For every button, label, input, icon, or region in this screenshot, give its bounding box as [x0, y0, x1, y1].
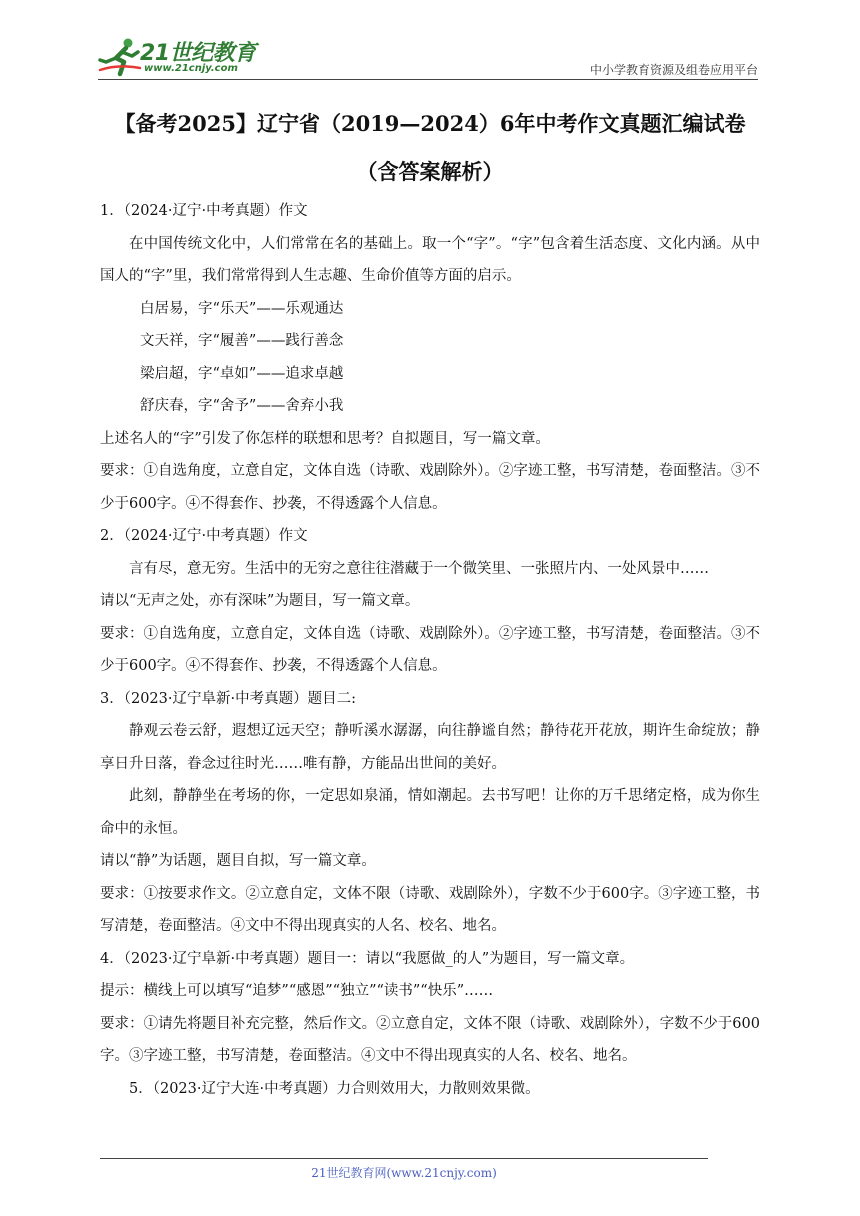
logo-url: www.21cnjy.com: [144, 63, 238, 74]
platform-label: 中小学教育资源及组卷应用平台: [589, 63, 758, 77]
document-body: [100, 195, 760, 1105]
logo: [98, 36, 268, 78]
logo-text: 21世纪教育: [140, 41, 256, 66]
question-1-prompt: 上述名人的“字”引发了你怎样的联想和思考？自拟题目，写一篇文章。: [100, 430, 550, 447]
question-5-head: 5．（2023·辽宁大连·中考真题）力合则效用大，力散则效果微。: [129, 1080, 540, 1097]
question-4-head: 4．（2023·辽宁阜新·中考真题）题目一：请以“我愿做_的人”为题目，写一篇文章。: [100, 950, 635, 967]
question-1-example: 文天祥，字“履善”——践行善念: [140, 333, 344, 349]
question-2-prompt: 请以“无声之处，亦有深味”为题目，写一篇文章。: [100, 593, 420, 609]
question-2-requirement: 要求：①自选角度，立意自定，文体自选（诗歌、戏剧除外）。②字迹工整，书写清楚，卷面整洁。③不少于600字。④不得套作、抄袭，不得透露个人信息。: [100, 625, 760, 674]
question-1-example: 白居易，字“乐天”——乐观通达: [140, 300, 344, 317]
header-divider: [98, 79, 758, 80]
question-4-requirement: 要求：①请先将题目补充完整，然后作文。②立意自定，文体不限（诗歌、戏剧除外），字数不少于600字。③字迹工整，书写清楚，卷面整洁。④文中不得出现真实的人名、校名、地名。: [100, 1015, 760, 1064]
page-footer: 21世纪教育网(www.21cnjy.com): [311, 1166, 497, 1180]
question-2-head: 2．（2024·辽宁·中考真题）作文: [100, 528, 308, 544]
question-3-paragraph: 静观云卷云舒，遐想辽远天空；静听溪水潺潺，向往静谧自然；静待花开花放，期许生命绽放；静享日升日落，眷念过往时光……唯有静，方能品出世间的美好。: [100, 723, 760, 772]
question-1-example: 梁启超，字“卓如”——追求卓越: [140, 365, 344, 382]
question-1-example: 舒庆春，字“舍予”——舍弃小我: [140, 398, 344, 414]
question-3-prompt: 请以“静”为话题，题目自拟，写一篇文章。: [100, 853, 376, 869]
question-1-requirement: 要求：①自选角度，立意自定，文体自选（诗歌、戏剧除外）。②字迹工整，书写清楚，卷面整洁。③不少于600字。④不得套作、抄袭，不得透露个人信息。: [100, 463, 760, 512]
question-1-head: 1．（2024·辽宁·中考真题）作文: [100, 203, 308, 219]
question-1-intro: 在中国传统文化中，人们常常在名的基础上。取一个“字”。“字”包含着生活态度、文化内涵。从中国人的“字”里，我们常常得到人生志趣、生命价值等方面的启示。: [100, 235, 760, 284]
question-3-paragraph: 此刻，静静坐在考场的你，一定思如泉涌，情如潮起。去书写吧！让你的万千思绪定格，成为你生命中的永恒。: [100, 788, 760, 837]
footer-divider: [100, 1158, 708, 1159]
page-title: 【备考2025】辽宁省（2019—2024）6年中考作文真题汇编试卷（含答案解析）: [114, 111, 746, 184]
question-2-intro: 言有尽，意无穷。生活中的无穷之意往往潜藏于一个微笑里、一张照片内、一处风景中……: [129, 560, 709, 577]
question-3-requirement: 要求：①按要求作文。②立意自定，文体不限（诗歌、戏剧除外），字数不少于600字。③字迹工整，书写清楚，卷面整洁。④文中不得出现真实的人名、校名、地名。: [100, 885, 760, 934]
question-4-hint: 提示：横线上可以填写“追梦”“感恩”“独立”“读书”“快乐”……: [100, 983, 494, 999]
page-header: [98, 36, 758, 80]
question-3-head: 3．（2023·辽宁阜新·中考真题）题目二:: [100, 690, 356, 707]
runner-icon: [98, 36, 142, 78]
